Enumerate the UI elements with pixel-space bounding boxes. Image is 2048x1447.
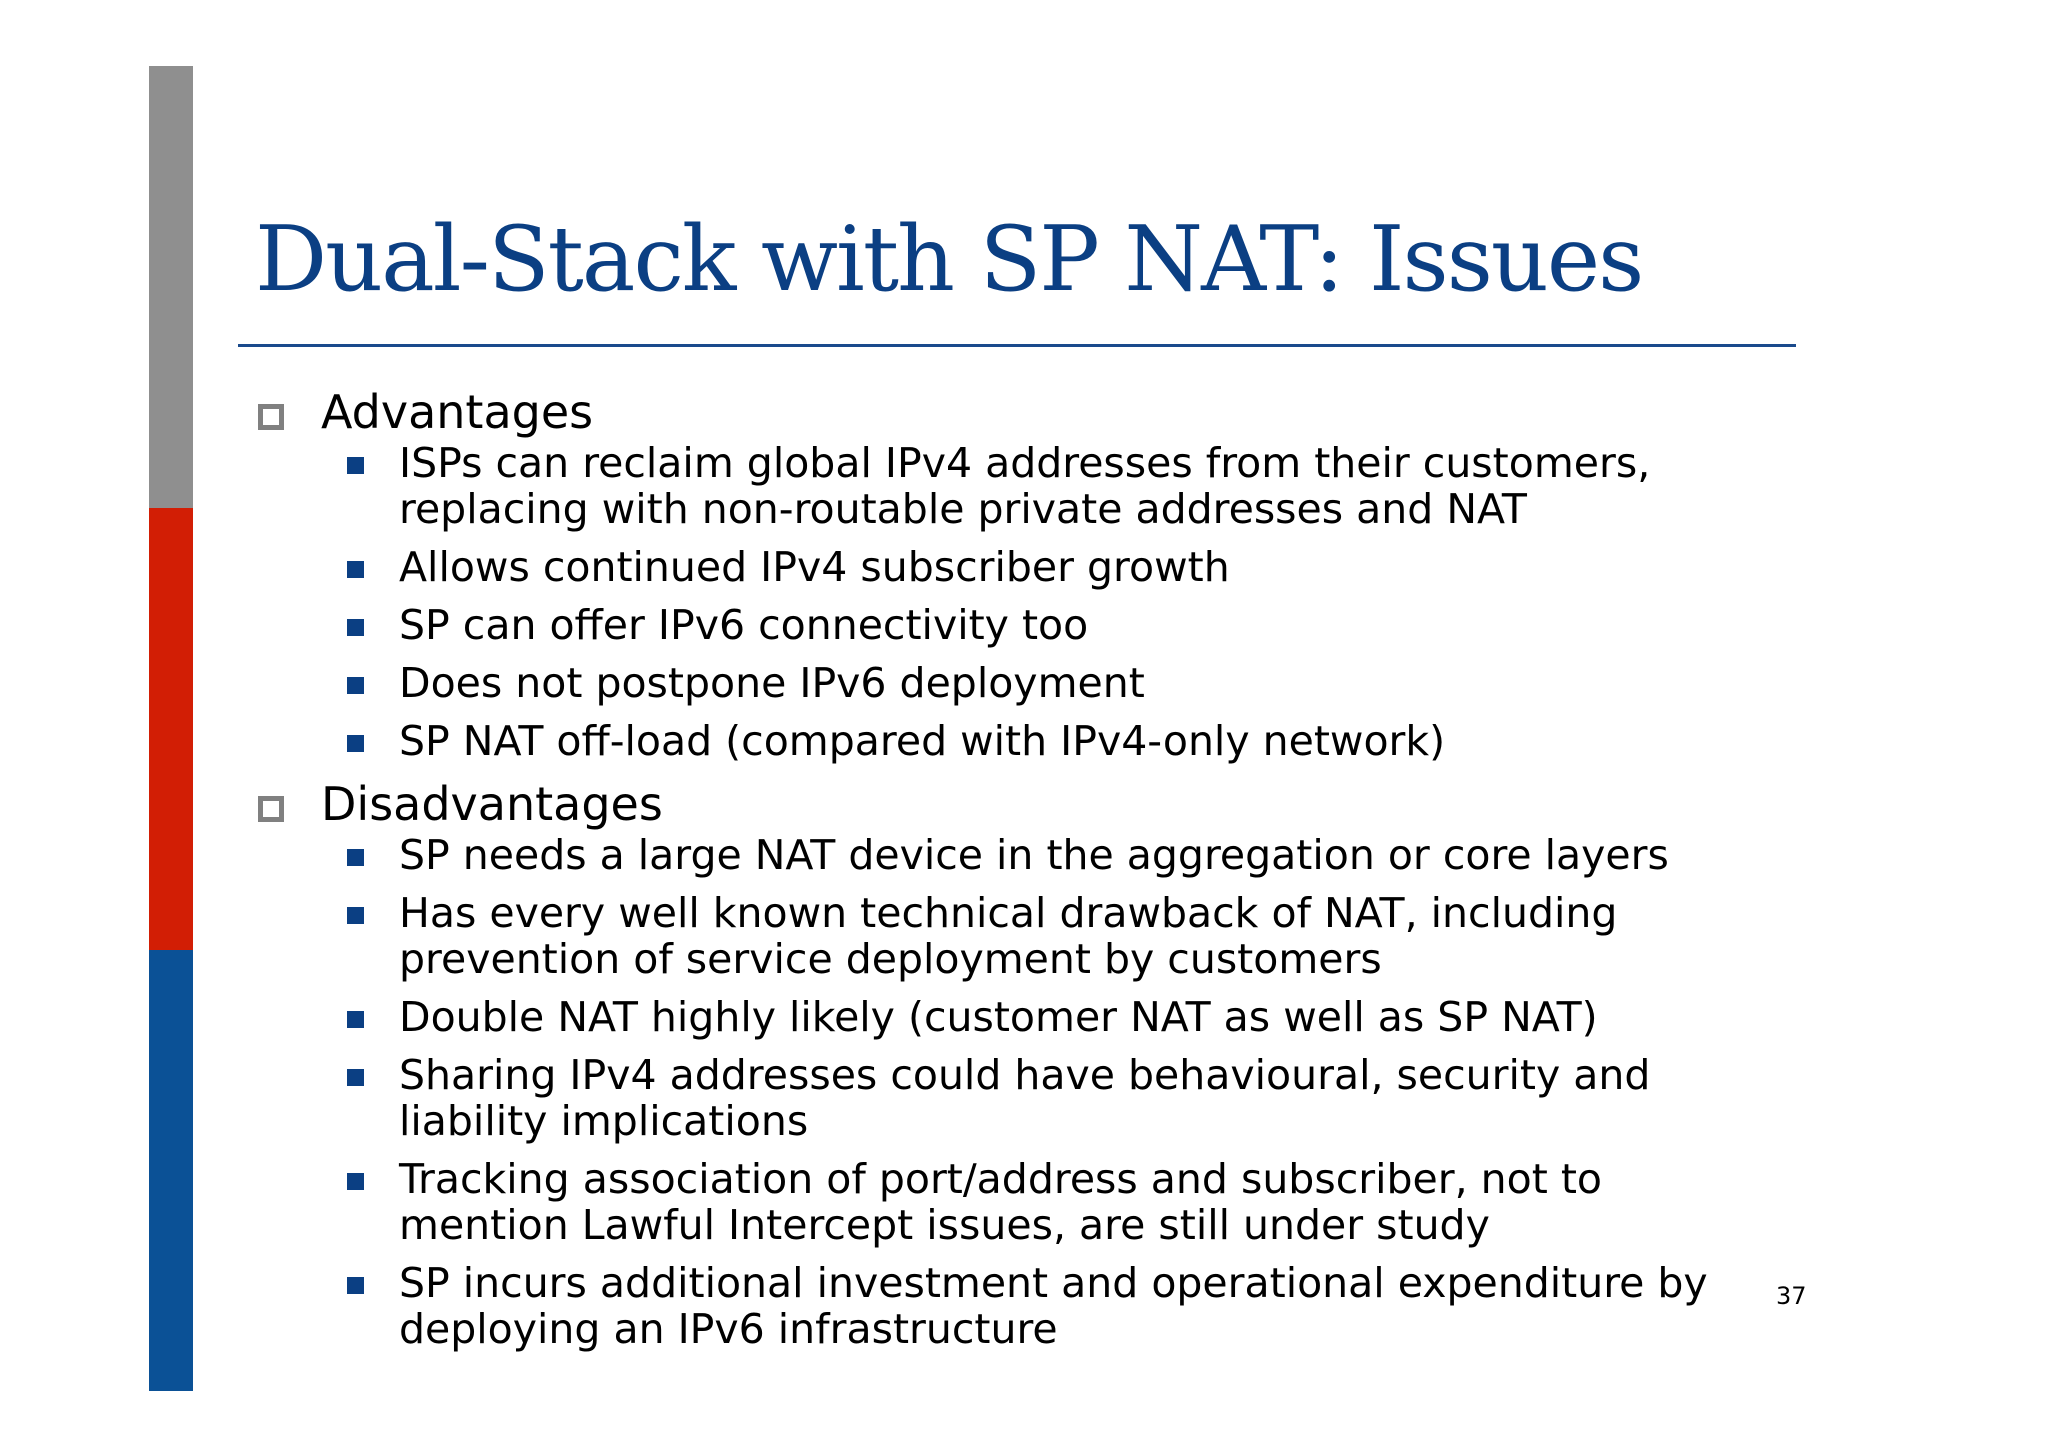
list-item-line: SP needs a large NAT device in the aggregation or core layers [399, 831, 1669, 879]
list-item-line: ISPs can reclaim global IPv4 addresses from their customers, [399, 439, 1651, 487]
list-item [258, 440, 1818, 532]
list-item-line: Double NAT highly likely (customer NAT as well as SP NAT) [399, 993, 1598, 1041]
list-item [258, 718, 1818, 764]
side-bar-gray [149, 66, 193, 508]
square-bullet-icon [347, 677, 364, 694]
list-item [258, 1260, 1818, 1352]
side-bar-blue [149, 950, 193, 1391]
square-bullet-icon [347, 849, 364, 866]
list-item [258, 544, 1818, 590]
square-bullet-icon [347, 1011, 364, 1028]
page-number: 37 [1776, 1282, 1807, 1310]
list-item-line: Does not postpone IPv6 deployment [399, 659, 1145, 707]
slide-content [258, 384, 1818, 1364]
square-bullet-icon [347, 1277, 364, 1294]
list-item [258, 1156, 1818, 1248]
list-item-line: deploying an IPv6 infrastructure [399, 1305, 1058, 1353]
list-item [258, 832, 1818, 878]
hollow-square-bullet-icon [258, 796, 284, 822]
list-item-line: replacing with non-routable private addresses and NAT [399, 485, 1527, 533]
square-bullet-icon [347, 907, 364, 924]
list-item-line: Tracking association of port/address and subscriber, not to [399, 1155, 1602, 1203]
section-heading-label: Advantages [321, 385, 594, 439]
section-heading-label: Disadvantages [321, 777, 663, 831]
list-item-line: prevention of service deployment by customers [399, 935, 1382, 983]
list-item [258, 602, 1818, 648]
list-item [258, 1052, 1818, 1144]
slide-title: Dual-Stack with SP NAT: Issues [255, 207, 1643, 312]
square-bullet-icon [347, 1069, 364, 1086]
advantages-list [258, 440, 1818, 764]
disadvantages-list [258, 832, 1818, 1352]
list-item [258, 660, 1818, 706]
square-bullet-icon [347, 561, 364, 578]
square-bullet-icon [347, 619, 364, 636]
side-bar-red [149, 508, 193, 950]
square-bullet-icon [347, 735, 364, 752]
list-item [258, 994, 1818, 1040]
hollow-square-bullet-icon [258, 404, 284, 430]
section-heading-disadvantages [258, 776, 1818, 832]
list-item-line: SP incurs additional investment and operational expenditure by [399, 1259, 1708, 1307]
list-item-line: Sharing IPv4 addresses could have behavioural, security and [399, 1051, 1651, 1099]
square-bullet-icon [347, 1173, 364, 1190]
list-item-line: SP NAT off-load (compared with IPv4-only network) [399, 717, 1446, 765]
list-item [258, 890, 1818, 982]
list-item-line: SP can offer IPv6 connectivity too [399, 601, 1089, 649]
list-item-line: mention Lawful Intercept issues, are still under study [399, 1201, 1490, 1249]
list-item-line: liability implications [399, 1097, 809, 1145]
list-item-line: Has every well known technical drawback of NAT, including [399, 889, 1618, 937]
title-divider [238, 344, 1796, 347]
section-heading-advantages [258, 384, 1818, 440]
square-bullet-icon [347, 457, 364, 474]
list-item-line: Allows continued IPv4 subscriber growth [399, 543, 1230, 591]
